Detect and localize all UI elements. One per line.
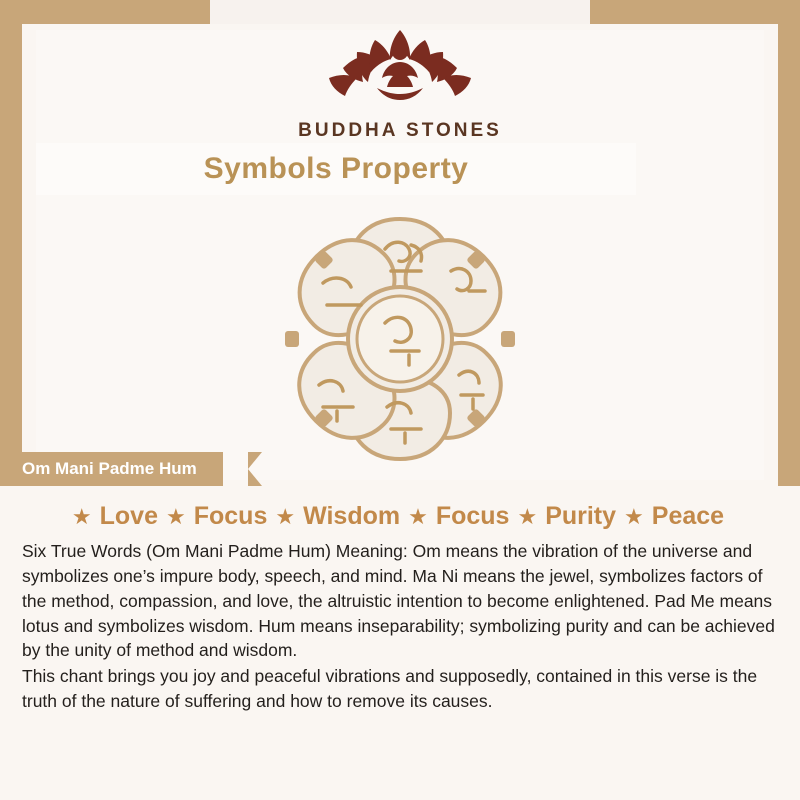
lotus-meditation-icon bbox=[305, 16, 495, 116]
star-icon: ★ bbox=[624, 503, 644, 529]
title-band bbox=[36, 143, 636, 195]
om-mani-padme-hum-mandala-icon bbox=[245, 205, 555, 465]
keyword-item: Wisdom bbox=[303, 502, 401, 530]
brand-name: BUDDHA STONES bbox=[298, 120, 502, 141]
page-title: Symbols Property bbox=[203, 152, 469, 185]
keyword-item: Focus bbox=[435, 502, 510, 530]
star-icon: ★ bbox=[275, 503, 296, 529]
keyword-item: Peace bbox=[651, 502, 725, 530]
keyword-item: Focus bbox=[193, 502, 268, 530]
ribbon-label bbox=[0, 452, 223, 486]
description-section bbox=[0, 486, 800, 800]
keyword-item: Love bbox=[99, 502, 158, 530]
star-icon: ★ bbox=[517, 503, 538, 529]
ribbon-notch bbox=[248, 452, 262, 486]
keyword-row bbox=[22, 502, 780, 531]
description-text bbox=[22, 539, 780, 714]
star-icon: ★ bbox=[71, 503, 92, 529]
star-icon: ★ bbox=[408, 503, 428, 529]
description-paragraph: Six True Words (Om Mani Padme Hum) Meaning: Om means the vibration of the universe and symbolizes one’s impure body, speech, and mind. Ma Ni means the jewel, symbolizes factors of the method, compassion, and love, the altruistic intention to become enlightened. Pad Me means lotus and symbolizes wisdom. Hum means inseparability; symbolizing purity and can be achieved by the unity of method and wisdom. bbox=[22, 541, 775, 661]
star-icon: ★ bbox=[166, 503, 186, 529]
mandala-illustration bbox=[0, 205, 800, 465]
keyword-item: Purity bbox=[545, 502, 617, 530]
ribbon-text: Om Mani Padme Hum bbox=[22, 459, 197, 478]
brand-logo bbox=[0, 16, 800, 142]
description-paragraph: This chant brings you joy and peaceful vibrations and supposedly, contained in this verse is the truth of the nature of suffering and how to remove its causes. bbox=[22, 666, 758, 712]
